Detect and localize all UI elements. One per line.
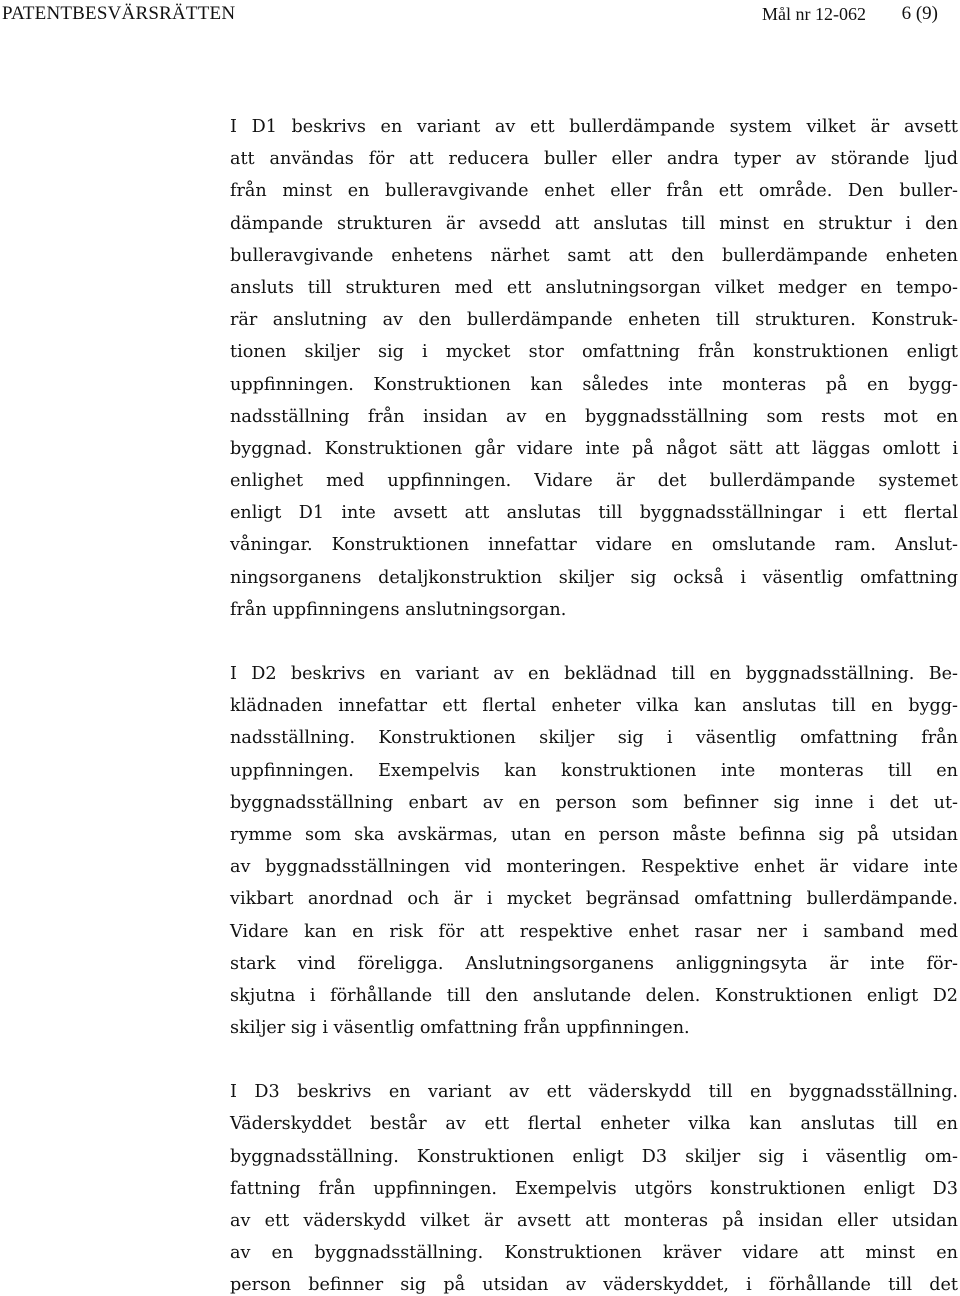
paragraph-d1 [230, 111, 958, 626]
text-line: rär anslutning av den bullerdämpande enheten till strukturen. Konstruk- [230, 310, 958, 331]
text-line: nadsställning. Konstruktionen skiljer sig i väsentlig omfattning från [230, 728, 958, 749]
text-line: skiljer sig i väsentlig omfattning från uppfinningen. [230, 1018, 690, 1039]
text-line: Väderskyddet består av ett flertal enheter vilka kan anslutas till en [230, 1114, 958, 1135]
text-line: I D1 beskrivs en variant av ett bullerdämpande system vilket är avsett [230, 117, 958, 137]
court-name: PATENTBESVÄRSRÄTTEN [2, 3, 236, 24]
text-line: nadsställning från insidan av en byggnadsställning som rests mot en [230, 406, 958, 427]
text-line: från minst en bulleravgivande enhet eller från ett område. Den buller- [230, 181, 958, 202]
text-line: klädnaden innefattar ett flertal enheter vilka kan anslutas till en bygg- [230, 696, 958, 717]
text-line: enlighet med uppfinningen. Vidare är det bullerdämpande systemet [230, 471, 958, 492]
text-line: vikbart anordnad och är i mycket begränsad omfattning bullerdämpande. [230, 889, 958, 910]
text-line: I D2 beskrivs en variant av en beklädnad till en byggnadsställning. Be- [230, 664, 958, 684]
case-number: Mål nr 12-062 [762, 4, 866, 24]
text-line: uppfinningen. Konstruktionen kan således inte monteras på en bygg- [230, 374, 958, 395]
text-line: byggnadsställning enbart av en person som befinner sig inne i det ut- [230, 792, 958, 813]
text-line: uppfinningen. Exempelvis kan konstruktionen inte monteras till en [230, 760, 958, 781]
text-line: våningar. Konstruktionen innefattar vidare en omslutande ram. Anslut- [230, 535, 958, 556]
text-line: I D3 beskrivs en variant av ett väderskydd till en byggnadsställning. [230, 1082, 958, 1103]
text-line: stark vind föreligga. Anslutningsorganens anliggningsyta är inte för- [230, 953, 958, 974]
text-line: enligt D1 inte avsett att anslutas till byggnadsställningar i ett flertal [230, 503, 958, 524]
paragraph-d3 [230, 1076, 958, 1296]
text-line: av ett väderskydd vilket är avsett att monteras på insidan eller utsidan [230, 1211, 958, 1231]
text-line: person befinner sig på utsidan av väderskyddet, i förhållande till det [230, 1275, 958, 1296]
page-header [2, 3, 938, 27]
text-line: av en byggnadsställning. Konstruktionen kräver vidare att minst en [230, 1243, 958, 1264]
text-line: ningsorganens detaljkonstruktion skiljer sig också i väsentlig omfattning [230, 567, 958, 588]
text-line: Vidare kan en risk för att respektive enhet rasar ner i samband med [230, 921, 958, 942]
text-line: skjutna i förhållande till den anslutande delen. Konstruktionen enligt D2 [230, 985, 958, 1006]
text-line: tionen skiljer sig i mycket stor omfattning från konstruktionen enligt [230, 342, 958, 363]
text-line: att användas för att reducera buller eller andra typer av störande ljud [230, 149, 958, 170]
document-body [230, 111, 958, 1296]
text-line: från uppfinningens anslutningsorgan. [230, 599, 567, 620]
text-line: dämpande strukturen är avsedd att anslutas till minst en struktur i den [230, 213, 958, 234]
text-line: ansluts till strukturen med ett anslutningsorgan vilket medger en tempo- [230, 277, 958, 298]
text-line: av byggnadsställningen vid monteringen. Respektive enhet är vidare inte [230, 857, 958, 878]
page-number: 6 (9) [901, 3, 938, 24]
text-line: byggnad. Konstruktionen går vidare inte på något sätt att läggas omlott i [230, 438, 958, 459]
paragraph-d2 [230, 658, 958, 1044]
text-line: bulleravgivande enhetens närhet samt att den bullerdämpande enheten [230, 245, 958, 266]
text-line: fattning från uppfinningen. Exempelvis utgörs konstruktionen enligt D3 [230, 1178, 958, 1199]
text-line: byggnadsställning. Konstruktionen enligt D3 skiljer sig i väsentlig om- [230, 1146, 958, 1167]
text-line: rymme som ska avskärmas, utan en person måste befinna sig på utsidan [230, 824, 958, 845]
